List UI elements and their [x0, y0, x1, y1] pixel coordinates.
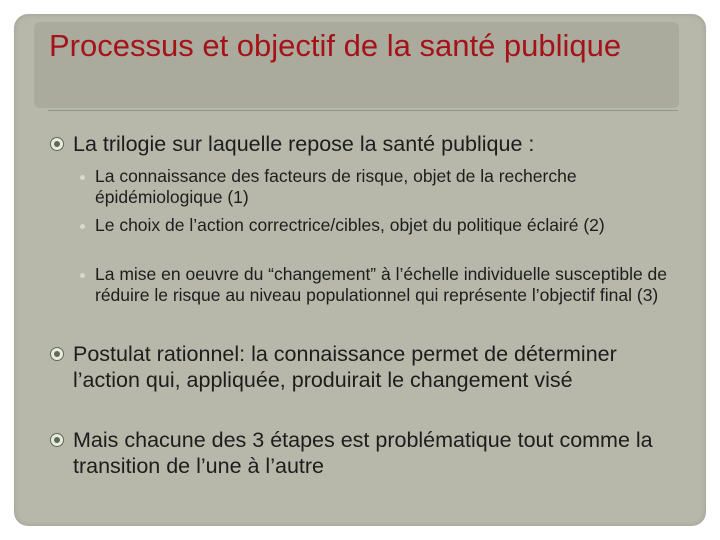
slide-title: Processus et objectif de la santé publique	[49, 28, 622, 63]
circle-bullet-icon	[50, 137, 64, 151]
bullet-item	[73, 131, 673, 157]
bullet-text: La trilogie sur laquelle repose la santé publique :	[73, 132, 535, 156]
sub-bullet-item: Le choix de l’action correctrice/cibles, objet du politique éclairé (2)	[95, 215, 605, 235]
dot-bullet-icon	[80, 224, 85, 229]
title-divider	[48, 110, 678, 111]
dot-bullet-icon	[80, 175, 85, 180]
sub-bullet-item: La connaissance des facteurs de risque, objet de la recherche épidémiologique (1)	[95, 166, 577, 207]
circle-bullet-icon	[50, 433, 64, 447]
dot-bullet-icon	[80, 273, 85, 278]
bullet-item: Postulat rationnel: la connaissance permet de déterminer l’action qui, appliquée, produirait le changement visé	[73, 342, 617, 392]
sub-bullet-item: La mise en oeuvre du “changement” à l’échelle individuelle susceptible de réduire le risque au niveau populationnel qui représente l’objectif final (3)	[95, 264, 668, 305]
bullet-item: Mais chacune des 3 étapes est problématique tout comme la transition de l’une à l’autre	[73, 428, 653, 478]
circle-bullet-icon	[50, 347, 64, 361]
